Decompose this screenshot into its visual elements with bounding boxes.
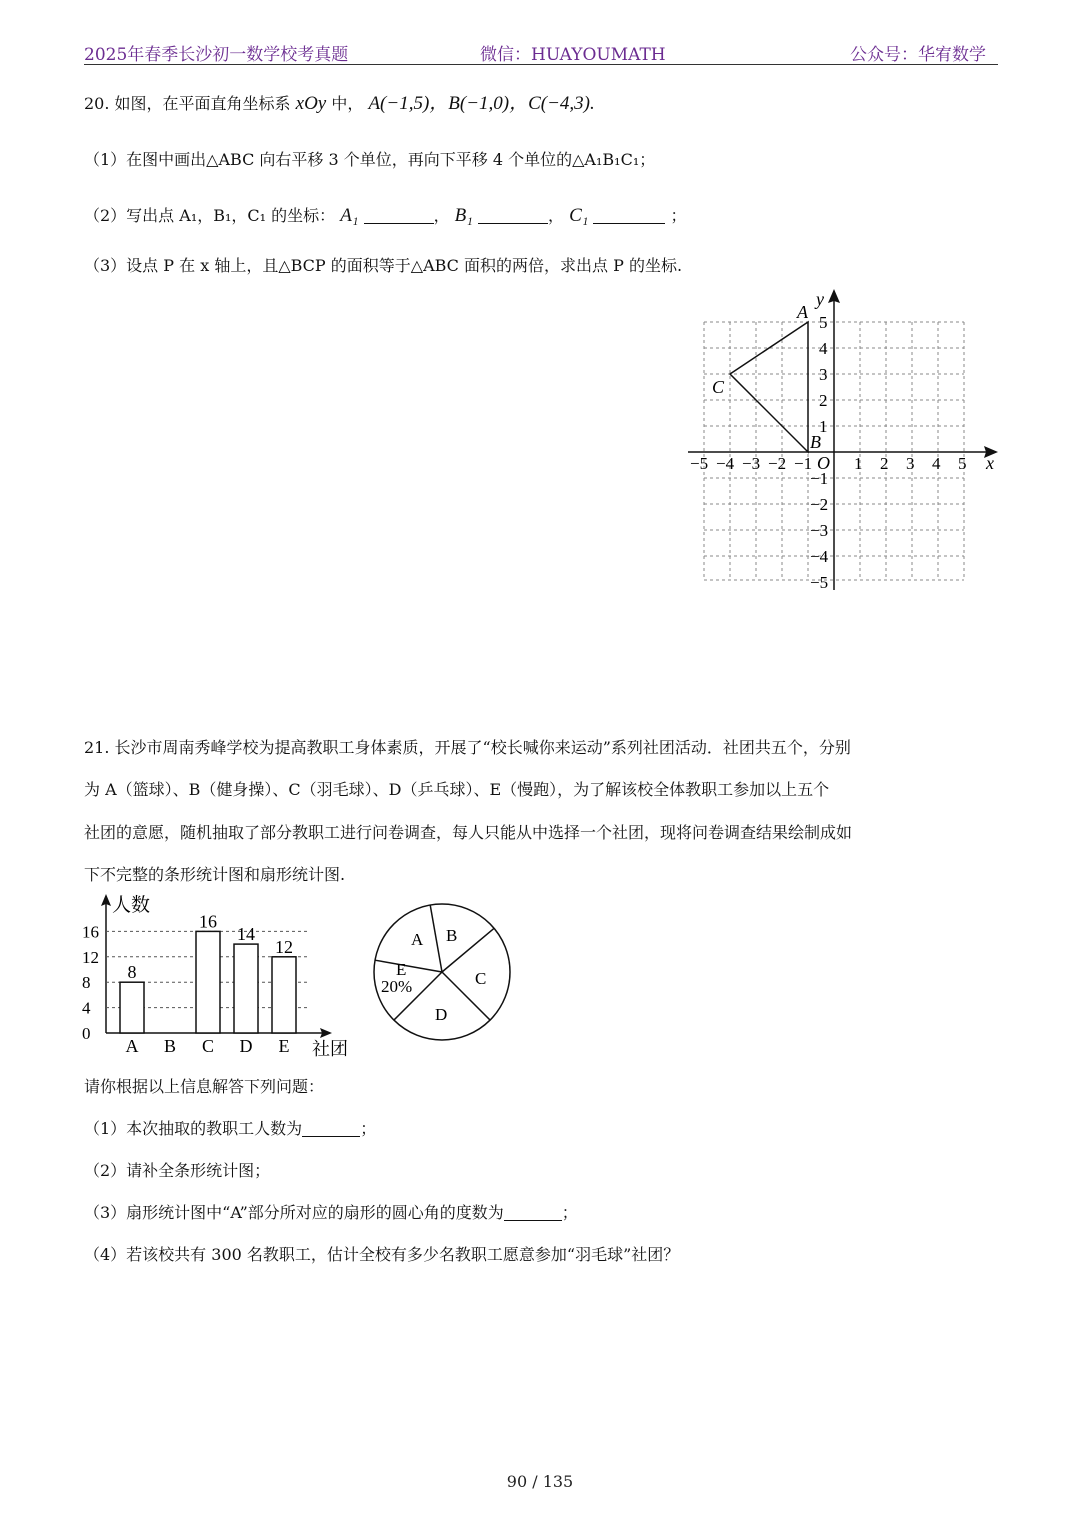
bar-c <box>196 931 220 1033</box>
page-header <box>84 38 998 65</box>
x-tick: 3 <box>906 454 915 473</box>
bar-d <box>234 944 258 1033</box>
answer-blank-angle[interactable] <box>504 1204 562 1221</box>
point-c-label: C <box>712 377 725 397</box>
q21-line3: 社团的意愿，随机抽取了部分教职工进行问卷调查，每人只能从中选择一个社团，现将问卷调查结果绘制成如 <box>84 823 853 842</box>
x-tick: −4 <box>716 454 735 473</box>
pie-label-a: A <box>411 930 424 949</box>
header-account: 公众号：华宥数学 <box>850 45 986 65</box>
x-tick: −1 <box>794 454 813 473</box>
q21-prompt: 请你根据以上信息解答下列问题： <box>84 1077 325 1096</box>
bar-category-label: D <box>239 1036 253 1056</box>
x-tick: −2 <box>768 454 787 473</box>
answer-blank-c1[interactable] <box>593 207 665 224</box>
q21-sub2: （2）请补全条形统计图； <box>84 1161 271 1180</box>
y-tick: 2 <box>819 391 828 410</box>
q20-part1: （1）在图中画出△ABC 向右平移 3 个单位，再向下平移 4 个单位的△A₁B₁C₁； <box>84 150 656 169</box>
x-tick: 2 <box>880 454 889 473</box>
header-wechat: 微信：HUAYOUMATH <box>480 45 666 65</box>
x-tick: −3 <box>742 454 761 473</box>
bar-category-label: B <box>163 1036 177 1056</box>
bar-y-tick: 16 <box>82 922 99 942</box>
answer-blank-b1[interactable] <box>478 207 548 224</box>
bar-y-tick: 4 <box>82 998 91 1018</box>
triangle-abc <box>730 322 808 452</box>
header-title: 2025年春季长沙初一数学校考真题 <box>84 45 349 65</box>
y-tick: −4 <box>810 547 829 566</box>
bar-category-label: E <box>278 1036 290 1056</box>
bar-value-label: 16 <box>199 911 217 932</box>
bar-xlabel: 社团 <box>312 1039 348 1059</box>
q21-sub1: （1）本次抽取的教职工人数为 ； <box>84 1119 377 1138</box>
bar-y-tick: 0 <box>82 1024 91 1043</box>
q21-line4: 下不完整的条形统计图和扇形统计图. <box>84 865 346 884</box>
bar-y-tick: 8 <box>82 973 91 993</box>
page-number: 90 / 135 <box>506 1472 574 1491</box>
q21-sub3: （3）扇形统计图中“A”部分所对应的扇形的圆心角的度数为 ； <box>84 1203 578 1222</box>
y-tick: −2 <box>810 495 829 514</box>
pie-label-e: E <box>396 960 407 979</box>
y-tick: 5 <box>819 313 828 332</box>
bar-e <box>272 957 296 1033</box>
bar-value-label: 8 <box>127 962 137 983</box>
y-tick: 3 <box>819 365 828 384</box>
bar-chart <box>80 890 370 1065</box>
q21-sub4: （4）若该校共有 300 名教职工，估计全校有多少名教职工愿意参加“羽毛球”社团？ <box>84 1245 680 1264</box>
bar-ylabel: 人数 <box>112 895 151 916</box>
bar-value-label: 14 <box>237 924 255 945</box>
point-a-label: A <box>797 302 808 322</box>
answer-blank-a1[interactable] <box>364 207 434 224</box>
bar-y-tick: 12 <box>82 947 99 967</box>
origin-label: O <box>817 453 830 473</box>
bar-category-label: C <box>201 1036 215 1056</box>
answer-blank-total[interactable] <box>302 1120 360 1137</box>
axis-y-label: y <box>816 289 824 309</box>
pie-annotation-e: 20% <box>381 977 413 996</box>
y-tick: 4 <box>819 339 828 358</box>
x-tick: −5 <box>690 454 709 473</box>
pie-label-d: D <box>435 1005 448 1024</box>
q21-line2: 为 A（篮球）、B（健身操）、C（羽毛球）、D（乒乓球）、E（慢跑），为了解该校全体教职工参加以上五个 <box>84 780 830 799</box>
q20-part2: （2）写出点 A₁，B₁，C₁ 的坐标： A₁ ， B₁ ， C₁ ； <box>84 205 687 226</box>
x-tick: 5 <box>958 454 967 473</box>
bar-value-label: 12 <box>275 936 293 957</box>
point-b-label: B <box>810 432 821 452</box>
q21-line1: 21. 长沙市周南秀峰学校为提高教职工身体素质，开展了“校长喊你来运动”系列社团活动．社团共五个，分别 <box>84 738 851 757</box>
bar-a <box>120 982 144 1033</box>
pie-label-c: C <box>475 969 487 988</box>
q20-part3: （3）设点 P 在 x 轴上，且△BCP 的面积等于△ABC 面积的两倍，求出点 P 的坐标. <box>84 256 683 275</box>
y-tick: 1 <box>819 417 828 436</box>
x-tick: 4 <box>932 454 941 473</box>
q20-points: A(−1,5)，B(−1,0)，C(−4,3). <box>368 93 595 114</box>
pie-chart <box>368 900 518 1050</box>
bar-category-label: A <box>125 1036 139 1056</box>
axis-x-label: x <box>986 453 994 473</box>
y-tick: −5 <box>810 573 829 592</box>
y-tick: −3 <box>810 521 829 540</box>
y-tick: −1 <box>810 469 829 488</box>
coordinate-grid <box>680 285 1010 600</box>
q20-intro: 20. 如图，在平面直角坐标系 xOy 中， A(−1,5)，B(−1,0)，C(−4,3). <box>84 93 595 114</box>
y-axis-arrow <box>828 289 840 303</box>
pie-label-b: B <box>446 926 458 945</box>
x-tick: 1 <box>854 454 863 473</box>
